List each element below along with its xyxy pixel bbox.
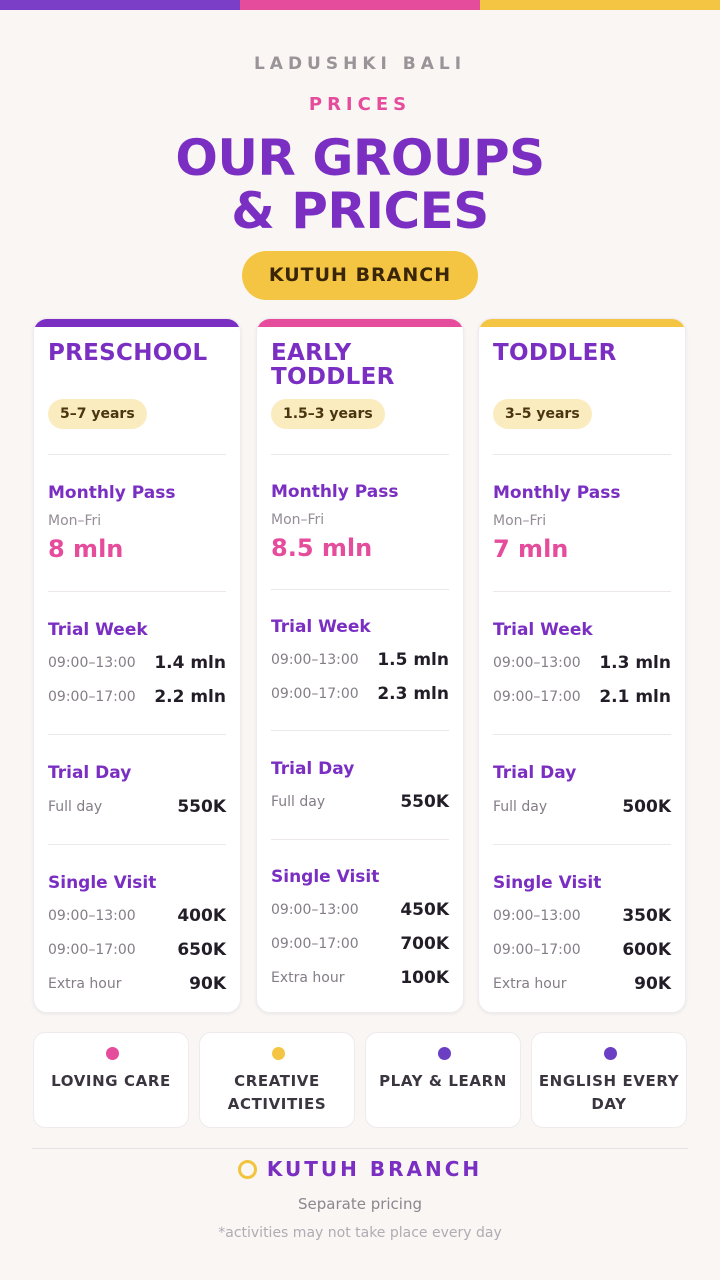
section-divider bbox=[48, 591, 226, 592]
price-row bbox=[271, 900, 449, 922]
card-accent-bar bbox=[34, 319, 240, 327]
brand-name: LADUSHKI BALI bbox=[253, 54, 467, 74]
top-bar-pink-segment bbox=[240, 0, 480, 10]
group-card bbox=[33, 318, 241, 1013]
monthly-pass-days: Mon–Fri bbox=[48, 513, 102, 529]
price-row bbox=[493, 940, 671, 962]
price-row-value: 2.2 mln bbox=[154, 687, 226, 707]
page-title-line-1: OUR GROUPS bbox=[175, 129, 545, 187]
price-row-label: Full day bbox=[48, 799, 103, 815]
monthly-pass-title: Monthly Pass bbox=[271, 482, 399, 502]
price-row bbox=[493, 653, 671, 675]
price-row-value: 90K bbox=[634, 974, 671, 994]
feature-label-line: CREATIVE bbox=[234, 1072, 320, 1090]
monthly-pass-days: Mon–Fri bbox=[271, 512, 325, 528]
single-visit-title: Single Visit bbox=[48, 873, 157, 893]
price-row-label: Full day bbox=[271, 794, 326, 810]
section-divider bbox=[48, 454, 226, 455]
group-title bbox=[271, 341, 456, 389]
single-visit-title: Single Visit bbox=[493, 873, 602, 893]
group-title-line: TODDLER bbox=[493, 340, 617, 366]
price-row-value: 2.1 mln bbox=[599, 687, 671, 707]
age-badge: 1.5–3 years bbox=[271, 399, 385, 429]
price-row bbox=[48, 687, 226, 709]
trial-day-title: Trial Day bbox=[493, 763, 577, 783]
top-bar-purple-segment bbox=[0, 0, 240, 10]
feature-card bbox=[199, 1032, 355, 1128]
footer-branch bbox=[0, 1157, 720, 1181]
price-row-label: Extra hour bbox=[271, 970, 345, 986]
feature-label-line: DAY bbox=[591, 1095, 627, 1113]
monthly-pass-price: 8.5 mln bbox=[271, 534, 373, 562]
trial-week-title: Trial Week bbox=[48, 620, 148, 640]
price-row-label: Full day bbox=[493, 799, 548, 815]
price-row-label: 09:00–17:00 bbox=[48, 689, 136, 705]
price-row-label: 09:00–17:00 bbox=[271, 686, 359, 702]
group-title-line: TODDLER bbox=[271, 364, 395, 390]
price-row-label: 09:00–17:00 bbox=[493, 942, 581, 958]
top-bar-yellow-segment bbox=[480, 0, 720, 10]
group-title-line: PRESCHOOL bbox=[48, 340, 208, 366]
price-row bbox=[48, 974, 226, 996]
price-row-label: Extra hour bbox=[493, 976, 567, 992]
footer-branch-label: KUTUH BRANCH bbox=[266, 1157, 483, 1181]
price-row-value: 400K bbox=[177, 906, 226, 926]
price-row-value: 600K bbox=[622, 940, 671, 960]
page-title bbox=[0, 129, 720, 240]
branch-pill: KUTUH BRANCH bbox=[242, 251, 478, 300]
section-divider bbox=[271, 589, 449, 590]
price-row-label: 09:00–13:00 bbox=[271, 652, 359, 668]
monthly-pass-days: Mon–Fri bbox=[493, 513, 547, 529]
top-color-bar bbox=[0, 0, 720, 10]
feature-card bbox=[531, 1032, 687, 1128]
section-divider bbox=[493, 734, 671, 735]
dot-icon bbox=[604, 1047, 617, 1060]
section-divider bbox=[493, 454, 671, 455]
feature-label bbox=[370, 1070, 516, 1093]
price-row bbox=[493, 974, 671, 996]
section-divider bbox=[493, 591, 671, 592]
price-row-label: 09:00–13:00 bbox=[48, 908, 136, 924]
price-row-label: 09:00–13:00 bbox=[493, 908, 581, 924]
group-title-line: EARLY bbox=[271, 340, 352, 366]
trial-day-title: Trial Day bbox=[271, 759, 355, 779]
price-row bbox=[493, 906, 671, 928]
section-divider bbox=[271, 454, 449, 455]
monthly-pass-title: Monthly Pass bbox=[493, 483, 621, 503]
feature-label-line: LOVING CARE bbox=[51, 1072, 171, 1090]
price-row-label: 09:00–13:00 bbox=[271, 902, 359, 918]
page-title-line-2: & PRICES bbox=[231, 182, 489, 240]
price-row-label: 09:00–17:00 bbox=[271, 936, 359, 952]
price-row-value: 1.5 mln bbox=[377, 650, 449, 670]
price-row-value: 1.4 mln bbox=[154, 653, 226, 673]
price-row-label: 09:00–17:00 bbox=[493, 689, 581, 705]
circle-icon bbox=[238, 1160, 257, 1179]
group-card bbox=[478, 318, 686, 1013]
price-row-value: 100K bbox=[400, 968, 449, 988]
card-accent-bar bbox=[257, 319, 463, 327]
section-divider bbox=[271, 839, 449, 840]
price-row-value: 700K bbox=[400, 934, 449, 954]
price-row-value: 550K bbox=[400, 792, 449, 812]
price-row-label: 09:00–13:00 bbox=[48, 655, 136, 671]
dot-icon bbox=[106, 1047, 119, 1060]
price-row-label: Extra hour bbox=[48, 976, 122, 992]
trial-day-title: Trial Day bbox=[48, 763, 132, 783]
price-row bbox=[271, 650, 449, 672]
dot-icon bbox=[438, 1047, 451, 1060]
price-row-value: 650K bbox=[177, 940, 226, 960]
feature-label bbox=[204, 1070, 350, 1116]
price-row bbox=[271, 792, 449, 814]
trial-week-title: Trial Week bbox=[271, 617, 371, 637]
feature-label-line: ENGLISH EVERY bbox=[538, 1072, 680, 1090]
age-badge: 3–5 years bbox=[493, 399, 592, 429]
monthly-pass-title: Monthly Pass bbox=[48, 483, 176, 503]
section-divider bbox=[493, 844, 671, 845]
feature-label-line: ACTIVITIES bbox=[227, 1095, 327, 1113]
age-badge: 5–7 years bbox=[48, 399, 147, 429]
section-kicker: PRICES bbox=[308, 94, 412, 115]
footer-note: *activities may not take place every day bbox=[218, 1225, 502, 1241]
price-row-value: 550K bbox=[177, 797, 226, 817]
price-row-label: 09:00–17:00 bbox=[48, 942, 136, 958]
feature-label-line: PLAY & LEARN bbox=[379, 1072, 507, 1090]
section-divider bbox=[48, 844, 226, 845]
price-row bbox=[271, 684, 449, 706]
feature-card bbox=[33, 1032, 189, 1128]
single-visit-title: Single Visit bbox=[271, 867, 380, 887]
group-title bbox=[48, 341, 233, 365]
price-row bbox=[271, 934, 449, 956]
trial-week-title: Trial Week bbox=[493, 620, 593, 640]
price-row-value: 90K bbox=[189, 974, 226, 994]
feature-card bbox=[365, 1032, 521, 1128]
price-row-value: 350K bbox=[622, 906, 671, 926]
feature-label bbox=[38, 1070, 184, 1093]
price-row-value: 500K bbox=[622, 797, 671, 817]
price-row bbox=[48, 653, 226, 675]
dot-icon bbox=[272, 1047, 285, 1060]
price-row-value: 450K bbox=[400, 900, 449, 920]
price-row bbox=[48, 940, 226, 962]
group-card bbox=[256, 318, 464, 1013]
price-row bbox=[493, 797, 671, 819]
footer-divider bbox=[32, 1148, 688, 1149]
footer-subtitle: Separate pricing bbox=[298, 1195, 422, 1213]
feature-label bbox=[536, 1070, 682, 1116]
price-row-value: 1.3 mln bbox=[599, 653, 671, 673]
card-accent-bar bbox=[479, 319, 685, 327]
price-row bbox=[48, 906, 226, 928]
price-row-label: 09:00–13:00 bbox=[493, 655, 581, 671]
section-divider bbox=[48, 734, 226, 735]
section-divider bbox=[271, 730, 449, 731]
price-row bbox=[48, 797, 226, 819]
price-row-value: 2.3 mln bbox=[377, 684, 449, 704]
monthly-pass-price: 8 mln bbox=[48, 535, 124, 563]
monthly-pass-price: 7 mln bbox=[493, 535, 569, 563]
price-row bbox=[493, 687, 671, 709]
price-row bbox=[271, 968, 449, 990]
group-title bbox=[493, 341, 678, 365]
